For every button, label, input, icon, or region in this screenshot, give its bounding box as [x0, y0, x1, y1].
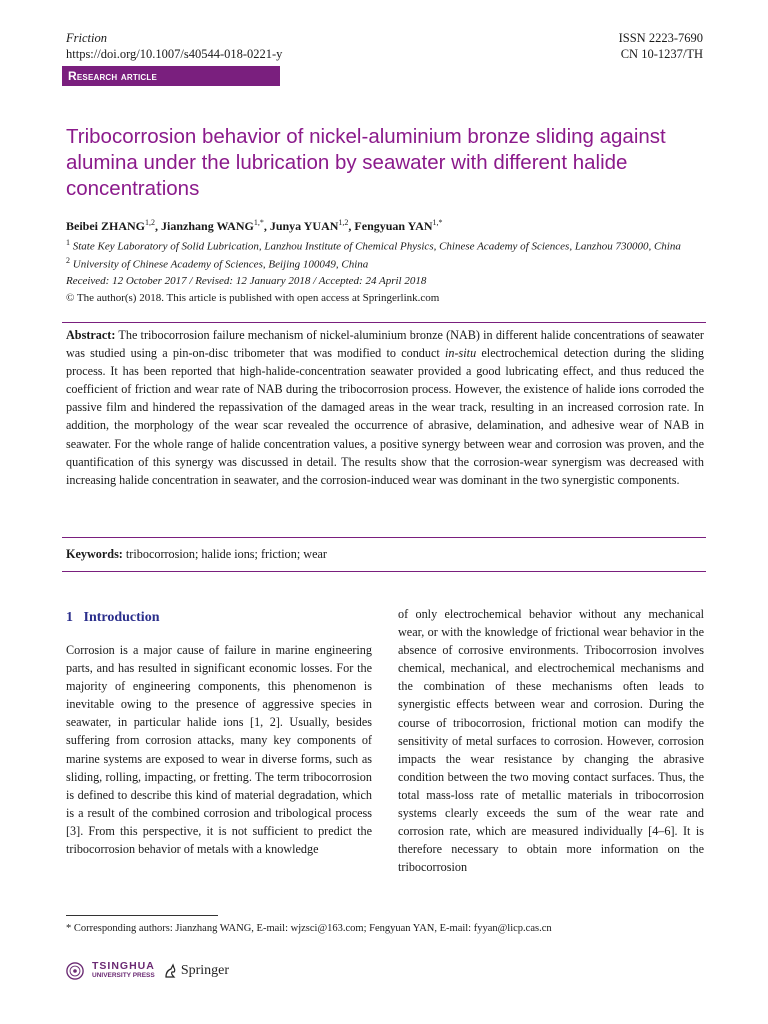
keywords — [66, 547, 704, 562]
author-affiliation-mark: 1,* — [432, 218, 443, 227]
author-name: Junya YUAN — [269, 219, 339, 233]
springer-horse-icon — [163, 963, 177, 979]
affiliation-text: University of Chinese Academy of Sciences, Beijing 100049, China — [72, 258, 369, 271]
section-number: 1 — [66, 610, 73, 625]
body-column-right: of only electrochemical behavior without any mechanical wear, or with the knowledge of frictional wear behavior in the absence of corrosive environments. Tribocorrosion involves chemical, mechanical, and electrochemical mechanisms and the combination of these mechanisms often leads to synergistic effects between wear and corrosion. During the course of tribocorrosion, frictional motion can modify the sensitivity of metal surfaces to corrosion. However, corrosion impacts the wear resistance by changing the abrasive condition between the two moving contact surfaces. Thus, the total mass-loss rate of metallic materials in tribocorrosion systems clearly exceeds the sum of the wear rate and corrosion rate, which are measured individually [4–6]. It is therefore necessary to obtain more information on the tribocorrosion — [398, 607, 704, 875]
affiliation — [66, 256, 706, 271]
abstract-text: The tribocorrosion failure mechanism of nickel-aluminium bronze (NAB) in different halide concentrations of seawater was studied using a pin-on-disc tribometer that was modified to conduct — [66, 328, 704, 361]
affiliation-number: 2 — [66, 256, 70, 265]
divider — [62, 322, 706, 323]
tsinghua-seal-icon — [66, 962, 84, 980]
copyright-notice: © The author(s) 2018. This article is published with open access at Springerlink.com — [66, 292, 440, 304]
publisher-logos — [66, 961, 229, 981]
tsinghua-wordmark — [92, 962, 155, 980]
affiliation-number: 1 — [66, 238, 70, 247]
author-affiliation-mark: 1,2 — [145, 218, 156, 227]
author-name: Beibei ZHANG — [66, 219, 146, 233]
author-affiliation-mark: 1,* — [253, 218, 264, 227]
author-name: Jianzhang WANG — [161, 219, 254, 233]
doi-link[interactable]: https://doi.org/10.1007/s40544-018-0221-y — [66, 47, 283, 61]
tsinghua-name: TSINGHUA — [92, 960, 155, 972]
article-type-banner: Research article — [62, 66, 280, 86]
keywords-label: Keywords: — [66, 547, 123, 561]
divider — [62, 571, 706, 572]
section-heading — [66, 610, 159, 626]
abstract — [66, 326, 704, 489]
affiliation — [66, 238, 706, 253]
abstract-label: Abstract: — [66, 328, 116, 342]
footnote-divider — [66, 915, 218, 916]
divider — [62, 537, 706, 538]
abstract-italic: in-situ — [445, 346, 477, 361]
issn: ISSN 2223-7690 — [618, 31, 703, 45]
publication-dates: Received: 12 October 2017 / Revised: 12 January 2018 / Accepted: 24 April 2018 — [66, 275, 427, 287]
journal-name: Friction — [66, 31, 107, 45]
tsinghua-press: UNIVERSITY PRESS — [92, 972, 155, 979]
author-name: Fengyuan YAN — [354, 219, 433, 233]
body-column-left: Corrosion is a major cause of failure in marine engineering parts, and has resulted in significant economic losses. For the majority of engineering components, this phenomenon is inevitable owing to the presence of aggressive species in seawater, in particular halide ions [1, 2]. Usually, besides suffering from corrosion attacks, many key components of marine systems are exposed to wear in diverse forms, such as sliding, rolling, impacting, or fretting. The term tribocorrosion is defined to describe this kind of material degradation, which is a result of the combined corrosion and tribological process [3]. From this perspective, it is not sufficient to predict the tribocorrosion behavior of metals with a knowledge — [66, 643, 372, 857]
footnote: * Corresponding authors: Jianzhang WANG, E-mail: wjzsci@163.com; Fengyuan YAN, E-mail: fyyan@licp.cas.cn — [66, 923, 552, 934]
springer-name: Springer — [180, 963, 230, 978]
author-list: Beibei ZHANG$^{1,2}$, Jianzhang $WANG^{1,*}$, Junya YUAN$^{1,2}$, Fengyuan $YAN^{1,*}$ — [66, 218, 443, 233]
paper-title: Tribocorrosion behavior of nickel-aluminium bronze sliding against alumina under the lubrication by seawater with different halide concentrations — [66, 125, 666, 200]
affiliation-text: State Key Laboratory of Solid Lubrication, Lanzhou Institute of Chemical Physics, Chinese Academy of Sciences, Lanzhou 730000, China — [72, 240, 681, 253]
section-title-text: Introduction — [83, 610, 160, 625]
keywords-text: tribocorrosion; halide ions; friction; wear — [122, 547, 327, 561]
author-affiliation-mark: 1,2 — [338, 218, 349, 227]
abstract-text: electrochemical detection during the sliding process. It has been reported that high-halide-concentration seawater provided a good lubricating effect, and thus reduced the coefficient of friction and wear rate of NAB during the tribocorrosion process. However, the existence of halide ions corroded the passive film and hindered the repassivation of the damaged areas in the wear track, resulting in an increased corrosion rate. In addition, the morphology of the wear scar revealed the occurrence of abrasive, delamination, and adhesive wear of NAB in seawater. For the whole range of halide concentration values, a positive synergy between wear and corrosion was proven, and the quantification of this synergy was discussed in detail. The results show that the corrosion-wear synergism was decreased with increasing halide concentration in seawater, and the corrosion-induced wear was dominant in the two synergistic components. — [66, 346, 704, 487]
springer-logo — [163, 963, 229, 979]
cn-number: CN 10-1237/TH — [620, 47, 703, 61]
